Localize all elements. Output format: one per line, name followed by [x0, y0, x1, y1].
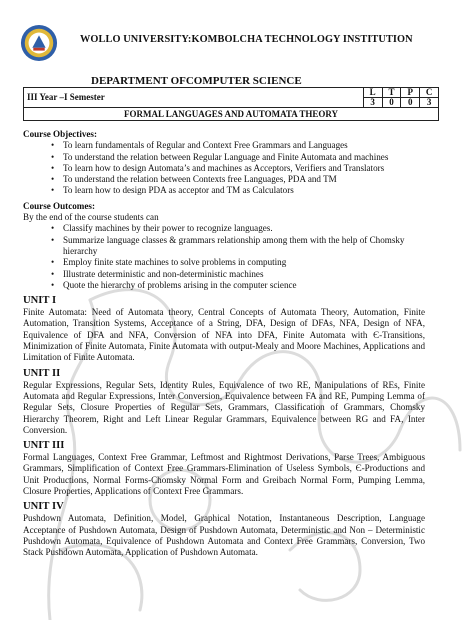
list-item: • To learn how to design Automata’s and machines as Acceptors, Verifiers and Translators — [23, 163, 425, 174]
unit-2-heading: UNIT II — [23, 367, 61, 379]
ltpc-header-t: T — [382, 88, 401, 98]
ltpc-value-c: 3 — [420, 98, 439, 108]
ltpc-value-l: 3 — [363, 98, 382, 108]
list-item: • To understand the relation between Regular Language and Finite Automata and machines — [23, 152, 425, 163]
course-info-table — [23, 87, 439, 121]
list-item: • To learn how to design PDA as acceptor and TM as Calculators — [23, 185, 425, 196]
unit-4-heading: UNIT IV — [23, 501, 64, 513]
unit-3-text: Formal Languages, Context Free Grammar, Leftmost and Rightmost Derivations, Parse Trees, Ambiguous Grammars, Simplification of Context Free Grammars-Elimination of Useless Symbols, Є-Productions and Unit Productions, Normal Forms-Chomsky Normal Form and Greibach Normal Form, Pumping Lemma, Closure Properties, Applications of Context Free Grammars. — [23, 452, 425, 497]
ltpc-header-p: P — [401, 88, 420, 98]
list-item: • Illustrate deterministic and non-deterministic machines — [23, 269, 425, 280]
list-item: • Quote the hierarchy of problems arising in the computer science — [23, 280, 425, 291]
outcomes-heading: Course Outcomes: — [23, 200, 95, 211]
unit-3-heading: UNIT III — [23, 440, 65, 452]
university-title: WOLLO UNIVERSITY:KOMBOLCHA TECHNOLOGY INSTITUTION — [80, 34, 413, 45]
list-item: • Summarize language classes & grammars relationship among them with the help of Chomsky hierarchy — [23, 235, 425, 258]
objectives-heading: Course Objectives: — [23, 129, 97, 139]
objectives-list — [23, 140, 425, 196]
outcomes-list — [23, 223, 425, 291]
semester-label: III Year –I Semester — [24, 88, 364, 108]
ltpc-header-c: C — [420, 88, 439, 98]
unit-4-text: Pushdown Automata, Definition, Model, Graphical Notation, Instantaneous Description, Language Acceptance of Pushdown Automata, Design of Pushdown Automata, Deterministic and Non – Deterministic Pushdown Automata, Equivalence of Pushdown Automata and Context Free Grammars, Conversion, Two Stack Pushdown Automata, Application of Pushdown Automata. — [23, 513, 425, 558]
list-item: • Classify machines by their power to recognize languages. — [23, 223, 425, 234]
department-title: DEPARTMENT OFCOMPUTER SCIENCE — [91, 75, 302, 87]
ltpc-value-t: 0 — [382, 98, 401, 108]
list-item: • To understand the relation between Contexts free Languages, PDA and TM — [23, 174, 425, 185]
list-item: • To learn fundamentals of Regular and Context Free Grammars and Languages — [23, 140, 425, 151]
ltpc-header-l: L — [363, 88, 382, 98]
unit-1-text: Finite Automata: Need of Automata theory, Central Concepts of Automata Theory, Automation, Finite Automation, Transition Systems, Acceptance of a String, DFA, Design of DFAs, NFA, Design of NFA, Equivalence of DFA and NFA, Conversion of NFA into DFA, Finite Automata with Є-Transitions, Minimization of Finite Automata, Finite Automata with output-Mealy and Moore Machines, Applications and Limitation of Finite Automata. — [23, 307, 425, 363]
unit-2-text: Regular Expressions, Regular Sets, Identity Rules, Equivalence of two RE, Manipulations of REs, Finite Automata and Regular Expressions, Inter Conversion, Equivalence between FA and RE, Pumping Lemma of Regular Sets, Closure Properties of Regular Sets, Grammars, Classification of Grammars, Chomsky Hierarchy Theorem, Right and Left Linear Regular Grammars, Equivalence between RG and FA, Inter Conversion. — [23, 379, 425, 435]
outcomes-intro: By the end of the course students can — [23, 212, 159, 223]
list-item: • Employ finite state machines to solve problems in computing — [23, 257, 425, 268]
course-title: FORMAL LANGUAGES AND AUTOMATA THEORY — [24, 108, 439, 121]
document-body — [23, 129, 425, 559]
ltpc-value-p: 0 — [401, 98, 420, 108]
university-seal-icon — [20, 24, 58, 62]
unit-1-heading: UNIT I — [23, 295, 57, 307]
